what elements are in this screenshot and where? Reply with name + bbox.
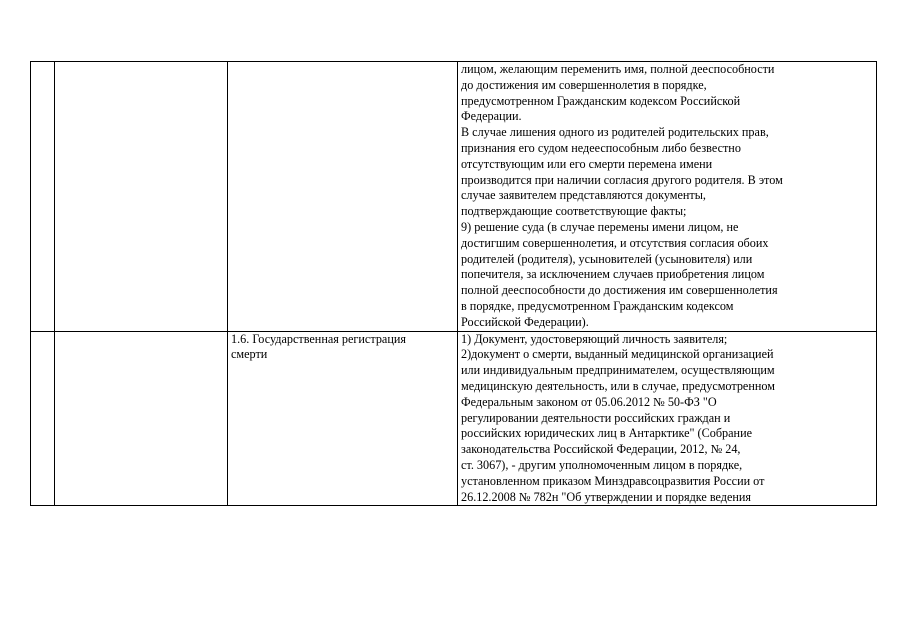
text-line: 9) решение суда (в случае перемены имени лицом, не [461, 219, 739, 234]
text-line: Российской Федерации). [461, 314, 589, 329]
table-cell-service [228, 62, 458, 332]
text-line: В случае лишения одного из родителей родительских прав, [461, 125, 769, 140]
text-line: случае заявителем представляются документы, [461, 188, 706, 203]
text-line: в порядке, предусмотренном Гражданским кодексом [461, 298, 734, 313]
text-line: 1) Документ, удостоверяющий личность заявителя; [461, 331, 728, 346]
document-table [30, 61, 877, 506]
text-line: достигшим совершеннолетия, и отсутствия согласия обоих [461, 235, 769, 250]
text-line: 26.12.2008 № 782н "Об утверждении и порядке ведения [461, 489, 752, 504]
table-row [31, 62, 877, 332]
table-row [31, 331, 877, 506]
text-line: 2)документ о смерти, выданный медицинской организацией [461, 347, 774, 362]
text-line: ст. 3067), - другим уполномоченным лицом в порядке, [461, 457, 743, 472]
text-line: Федерации. [461, 109, 522, 124]
text-line: установленном приказом Минздравсоцразвития России от [461, 473, 765, 488]
text-line: российских юридических лиц в Антарктике" (Собрание [461, 426, 753, 441]
text-line: законодательства Российской Федерации, 2012, № 24, [461, 442, 741, 457]
text-line: Федеральным законом от 05.06.2012 № 50-ФЗ "О [461, 394, 717, 409]
table-cell-number [31, 331, 55, 506]
text-line: признания его судом недееспособным либо безвестно [461, 140, 741, 155]
text-line: производится при наличии согласия другого родителя. В этом [461, 172, 783, 187]
text-line: попечителя, за исключением случаев приобретения лицом [461, 267, 765, 282]
table-cell-service [228, 331, 458, 506]
service-title-line: смерти [231, 347, 268, 362]
service-title-line: 1.6. Государственная регистрация [231, 331, 406, 346]
table-cell-documents [458, 62, 877, 332]
table-cell-empty [55, 331, 228, 506]
text-line: предусмотренном Гражданским кодексом Российской [461, 93, 741, 108]
text-line: лицом, желающим переменить имя, полной дееспособности [461, 62, 775, 76]
text-line: отсутствующим или его смерти перемена имени [461, 156, 713, 171]
text-line: или индивидуальным предпринимателем, осуществляющим [461, 363, 775, 378]
text-line: родителей (родителя), усыновителей (усыновителя) или [461, 251, 753, 266]
text-line: медицинскую деятельность, или в случае, предусмотренном [461, 378, 775, 393]
table-cell-documents [458, 331, 877, 506]
text-line: до достижения им совершеннолетия в порядке, [461, 77, 707, 92]
table-cell-number [31, 62, 55, 332]
table-cell-empty [55, 62, 228, 332]
text-line: регулировании деятельности российских граждан и [461, 410, 731, 425]
text-line: подтверждающие соответствующие факты; [461, 204, 687, 219]
text-line: полной дееспособности до достижения им совершеннолетия [461, 283, 778, 298]
